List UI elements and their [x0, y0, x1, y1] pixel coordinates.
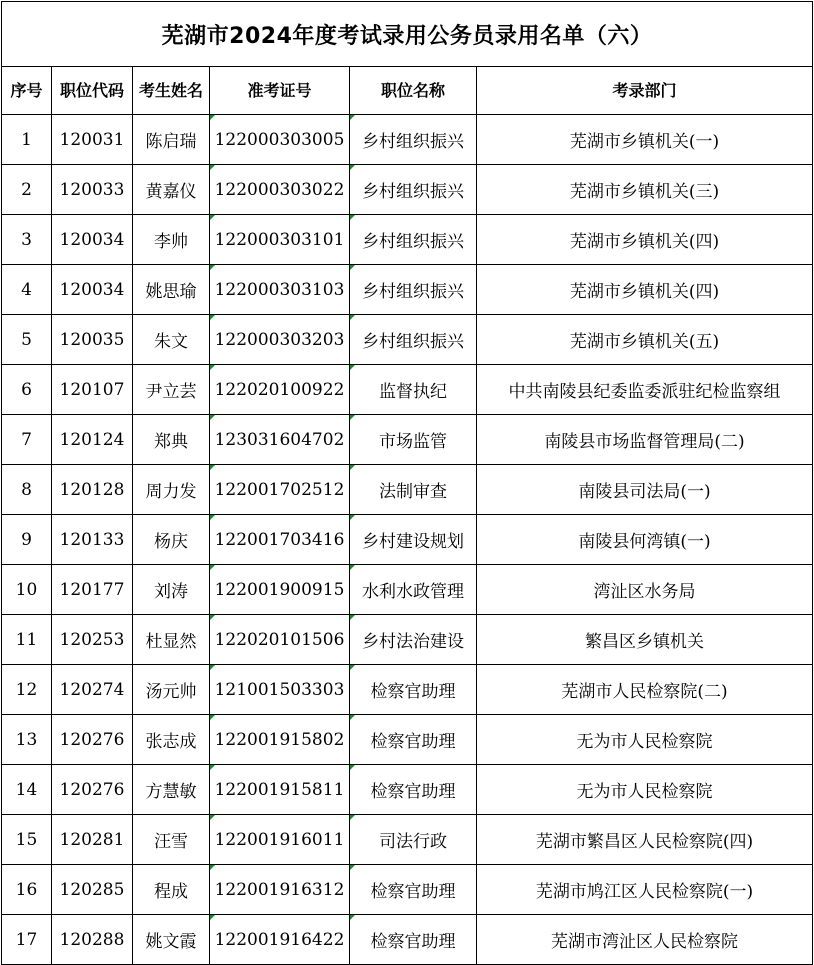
cell-position-name: 监督执纪 — [350, 365, 477, 415]
cell-candidate-name: 朱文 — [133, 315, 210, 365]
header-position-name: 职位名称 — [350, 67, 477, 115]
cell-department: 芜湖市乡镇机关(四) — [477, 215, 813, 265]
header-ticket-number: 准考证号 — [210, 67, 350, 115]
header-candidate-name: 考生姓名 — [133, 67, 210, 115]
admission-list-table — [1, 1, 813, 965]
table-row — [2, 365, 813, 415]
cell-ticket-number: 122020101506 — [210, 615, 350, 665]
cell-department: 繁昌区乡镇机关 — [477, 615, 813, 665]
header-department: 考录部门 — [477, 67, 813, 115]
cell-seq: 7 — [2, 415, 52, 465]
cell-seq: 11 — [2, 615, 52, 665]
cell-seq: 8 — [2, 465, 52, 515]
cell-department: 无为市人民检察院 — [477, 765, 813, 815]
table-row — [2, 715, 813, 765]
table-row — [2, 615, 813, 665]
cell-position-name: 检察官助理 — [350, 765, 477, 815]
cell-position-code: 120033 — [52, 165, 133, 215]
cell-ticket-number: 122000303022 — [210, 165, 350, 215]
cell-department: 芜湖市乡镇机关(四) — [477, 265, 813, 315]
table-row — [2, 865, 813, 915]
cell-position-code: 120124 — [52, 415, 133, 465]
cell-seq: 17 — [2, 915, 52, 965]
table-row — [2, 265, 813, 315]
cell-ticket-number: 122001916422 — [210, 915, 350, 965]
cell-position-name: 市场监管 — [350, 415, 477, 465]
cell-candidate-name: 尹立芸 — [133, 365, 210, 415]
table-row — [2, 565, 813, 615]
cell-ticket-number: 122000303101 — [210, 215, 350, 265]
cell-candidate-name: 程成 — [133, 865, 210, 915]
cell-candidate-name: 郑典 — [133, 415, 210, 465]
cell-seq: 1 — [2, 115, 52, 165]
cell-department: 南陵县市场监督管理局(二) — [477, 415, 813, 465]
cell-position-code: 120281 — [52, 815, 133, 865]
cell-ticket-number: 122000303203 — [210, 315, 350, 365]
cell-position-code: 120253 — [52, 615, 133, 665]
table-row — [2, 165, 813, 215]
cell-department: 芜湖市鸠江区人民检察院(一) — [477, 865, 813, 915]
cell-ticket-number: 122001703416 — [210, 515, 350, 565]
cell-ticket-number: 122000303103 — [210, 265, 350, 315]
cell-ticket-number: 122000303005 — [210, 115, 350, 165]
cell-seq: 3 — [2, 215, 52, 265]
cell-candidate-name: 黄嘉仪 — [133, 165, 210, 215]
cell-position-name: 法制审查 — [350, 465, 477, 515]
cell-candidate-name: 刘涛 — [133, 565, 210, 615]
cell-position-code: 120276 — [52, 765, 133, 815]
cell-department: 芜湖市乡镇机关(五) — [477, 315, 813, 365]
table-row — [2, 215, 813, 265]
cell-position-name: 乡村组织振兴 — [350, 115, 477, 165]
cell-candidate-name: 李帅 — [133, 215, 210, 265]
cell-seq: 14 — [2, 765, 52, 815]
cell-position-name: 检察官助理 — [350, 865, 477, 915]
cell-candidate-name: 张志成 — [133, 715, 210, 765]
table-row — [2, 115, 813, 165]
cell-seq: 10 — [2, 565, 52, 615]
cell-ticket-number: 121001503303 — [210, 665, 350, 715]
cell-position-name: 水利水政管理 — [350, 565, 477, 615]
cell-position-name: 检察官助理 — [350, 715, 477, 765]
cell-department: 南陵县何湾镇(一) — [477, 515, 813, 565]
cell-position-name: 乡村组织振兴 — [350, 315, 477, 365]
cell-ticket-number: 122001915811 — [210, 765, 350, 815]
table-row — [2, 815, 813, 865]
cell-position-code: 120133 — [52, 515, 133, 565]
cell-seq: 13 — [2, 715, 52, 765]
cell-candidate-name: 姚思瑜 — [133, 265, 210, 315]
cell-position-name: 乡村组织振兴 — [350, 215, 477, 265]
table-row — [2, 315, 813, 365]
cell-position-code: 120034 — [52, 265, 133, 315]
cell-seq: 6 — [2, 365, 52, 415]
cell-position-name: 司法行政 — [350, 815, 477, 865]
cell-position-code: 120035 — [52, 315, 133, 365]
cell-department: 无为市人民检察院 — [477, 715, 813, 765]
cell-department: 南陵县司法局(一) — [477, 465, 813, 515]
cell-candidate-name: 姚文霞 — [133, 915, 210, 965]
cell-department: 芜湖市乡镇机关(三) — [477, 165, 813, 215]
cell-candidate-name: 陈启瑞 — [133, 115, 210, 165]
table-row — [2, 465, 813, 515]
cell-ticket-number: 123031604702 — [210, 415, 350, 465]
cell-position-code: 120177 — [52, 565, 133, 615]
cell-candidate-name: 杨庆 — [133, 515, 210, 565]
cell-position-code: 120031 — [52, 115, 133, 165]
cell-department: 芜湖市人民检察院(二) — [477, 665, 813, 715]
cell-position-name: 乡村建设规划 — [350, 515, 477, 565]
cell-department: 中共南陵县纪委监委派驻纪检监察组 — [477, 365, 813, 415]
table-row — [2, 515, 813, 565]
cell-seq: 9 — [2, 515, 52, 565]
page-title: 芜湖市2024年度考试录用公务员录用名单（六） — [2, 2, 813, 67]
cell-department: 芜湖市乡镇机关(一) — [477, 115, 813, 165]
cell-ticket-number: 122020100922 — [210, 365, 350, 415]
cell-seq: 4 — [2, 265, 52, 315]
cell-department: 芜湖市湾沚区人民检察院 — [477, 915, 813, 965]
cell-position-name: 乡村法治建设 — [350, 615, 477, 665]
cell-position-name: 乡村组织振兴 — [350, 265, 477, 315]
cell-department: 湾沚区水务局 — [477, 565, 813, 615]
cell-seq: 2 — [2, 165, 52, 215]
cell-ticket-number: 122001915802 — [210, 715, 350, 765]
cell-ticket-number: 122001916312 — [210, 865, 350, 915]
cell-position-name: 检察官助理 — [350, 665, 477, 715]
cell-candidate-name: 汪雪 — [133, 815, 210, 865]
cell-position-code: 120274 — [52, 665, 133, 715]
cell-position-code: 120128 — [52, 465, 133, 515]
table-row — [2, 915, 813, 965]
cell-seq: 16 — [2, 865, 52, 915]
cell-position-code: 120034 — [52, 215, 133, 265]
table-row — [2, 415, 813, 465]
cell-candidate-name: 汤元帅 — [133, 665, 210, 715]
cell-position-code: 120288 — [52, 915, 133, 965]
cell-position-code: 120276 — [52, 715, 133, 765]
table-row — [2, 765, 813, 815]
cell-position-code: 120285 — [52, 865, 133, 915]
cell-position-name: 乡村组织振兴 — [350, 165, 477, 215]
cell-department: 芜湖市繁昌区人民检察院(四) — [477, 815, 813, 865]
cell-position-name: 检察官助理 — [350, 915, 477, 965]
cell-ticket-number: 122001900915 — [210, 565, 350, 615]
cell-ticket-number: 122001702512 — [210, 465, 350, 515]
cell-seq: 5 — [2, 315, 52, 365]
cell-seq: 15 — [2, 815, 52, 865]
table-row — [2, 665, 813, 715]
cell-ticket-number: 122001916011 — [210, 815, 350, 865]
cell-candidate-name: 杜显然 — [133, 615, 210, 665]
header-position-code: 职位代码 — [52, 67, 133, 115]
cell-candidate-name: 方慧敏 — [133, 765, 210, 815]
header-seq: 序号 — [2, 67, 52, 115]
cell-position-code: 120107 — [52, 365, 133, 415]
cell-seq: 12 — [2, 665, 52, 715]
cell-candidate-name: 周力发 — [133, 465, 210, 515]
